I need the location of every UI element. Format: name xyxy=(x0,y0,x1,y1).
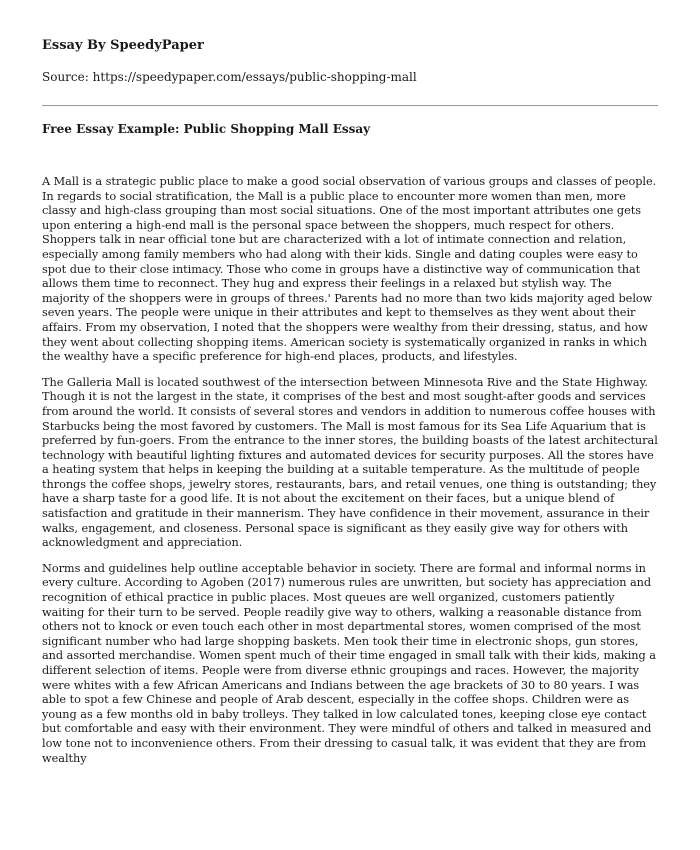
essay-paragraph-2: The Galleria Mall is located southwest of the intersection between Minnesota Rive and the State Highway. Though it is not the largest in the state, it comprises of the best and most sought-after goods and services from around the world. It consists of several stores and vendors in addition to numerous coffee houses with Starbucks being the most favored by customers. The Mall is most famous for its Sea Life Aquarium that is preferred by fun-goers. From the entrance to the inner stores, the building boasts of the latest architectural technology with beautiful lighting fixtures and automated devices for security purposes. All the stores have a heating system that helps in keeping the building at a suitable temperature. As the multitude of people throngs the coffee shops, jewelry stores, restaurants, bars, and retail venues, one thing is outstanding; they have a sharp taste for a good life. It is not about the excitement on their faces, but a unique blend of satisfaction and gratitude in their mannerism. They have confidence in their movement, assurance in their walks, engagement, and closeness. Personal space is significant as they easily give way for others with acknowledgment and appreciation. xyxy=(42,375,658,550)
essay-body xyxy=(42,175,658,766)
essay-paragraph-1: A Mall is a strategic public place to make a good social observation of various groups and classes of people. In regards to social stratification, the Mall is a public place to encounter more women than men, more classy and high-class grouping than most social situations. One of the most important attributes one gets upon entering a high-end mall is the personal space between the shoppers, much respect for others. Shoppers talk in near official tone but are characterized with a lot of intimate connection and relation, especially among family members who had along with their kids. Single and dating couples were easy to spot due to their close intimacy. Those who come in groups have a distinctive way of communication that allows them time to reconnect. They hug and express their feelings in a relaxed but stylish way. The majority of the shoppers were in groups of threes.' Parents had no more than two kids majority aged below seven years. The people were unique in their attributes and kept to themselves as they went about their affairs. From my observation, I noted that the shoppers were wealthy from their dressing, status, and how they went about collecting shopping items. American society is systematically organized in ranks in which the wealthy have a specific preference for high-end places, products, and lifestyles. xyxy=(42,175,657,364)
document-header-title: Essay By SpeedyPaper xyxy=(42,38,204,53)
essay-title: Free Essay Example: Public Shopping Mall Essay xyxy=(42,122,371,136)
header-divider xyxy=(42,105,658,106)
essay-paragraph-3: Norms and guidelines help outline acceptable behavior in society. There are formal and informal norms in every culture. According to Agoben (2017) numerous rules are unwritten, but society has appreciation and recognition of ethical practice in public places. Most queues are well organized, customers patiently waiting for their turn to be served. People readily give way to others, walking a reasonable distance from others not to knock or even touch each other in most departmental stores, women comprised of the most significant number who had large shopping baskets. Men took their time in electronic shops, gun stores, and assorted merchandise. Women spent much of their time engaged in small talk with their kids, making a different selection of items. People were from diverse ethnic groupings and races. However, the majority were whites with a few African Americans and Indians between the age brackets of 30 to 80 years. I was able to spot a few Chinese and people of Arab descent, especially in the coffee shops. Children were as young as a few months old in baby trolleys. They talked in low calculated tones, keeping close eye contact but comfortable and easy with their environment. They were mindful of others and talked in measured and low tone not to inconvenience others. From their dressing to casual talk, it was evident that they are from wealthy xyxy=(42,561,656,765)
source-line: Source: https://speedypaper.com/essays/public-shopping-mall xyxy=(42,70,417,84)
